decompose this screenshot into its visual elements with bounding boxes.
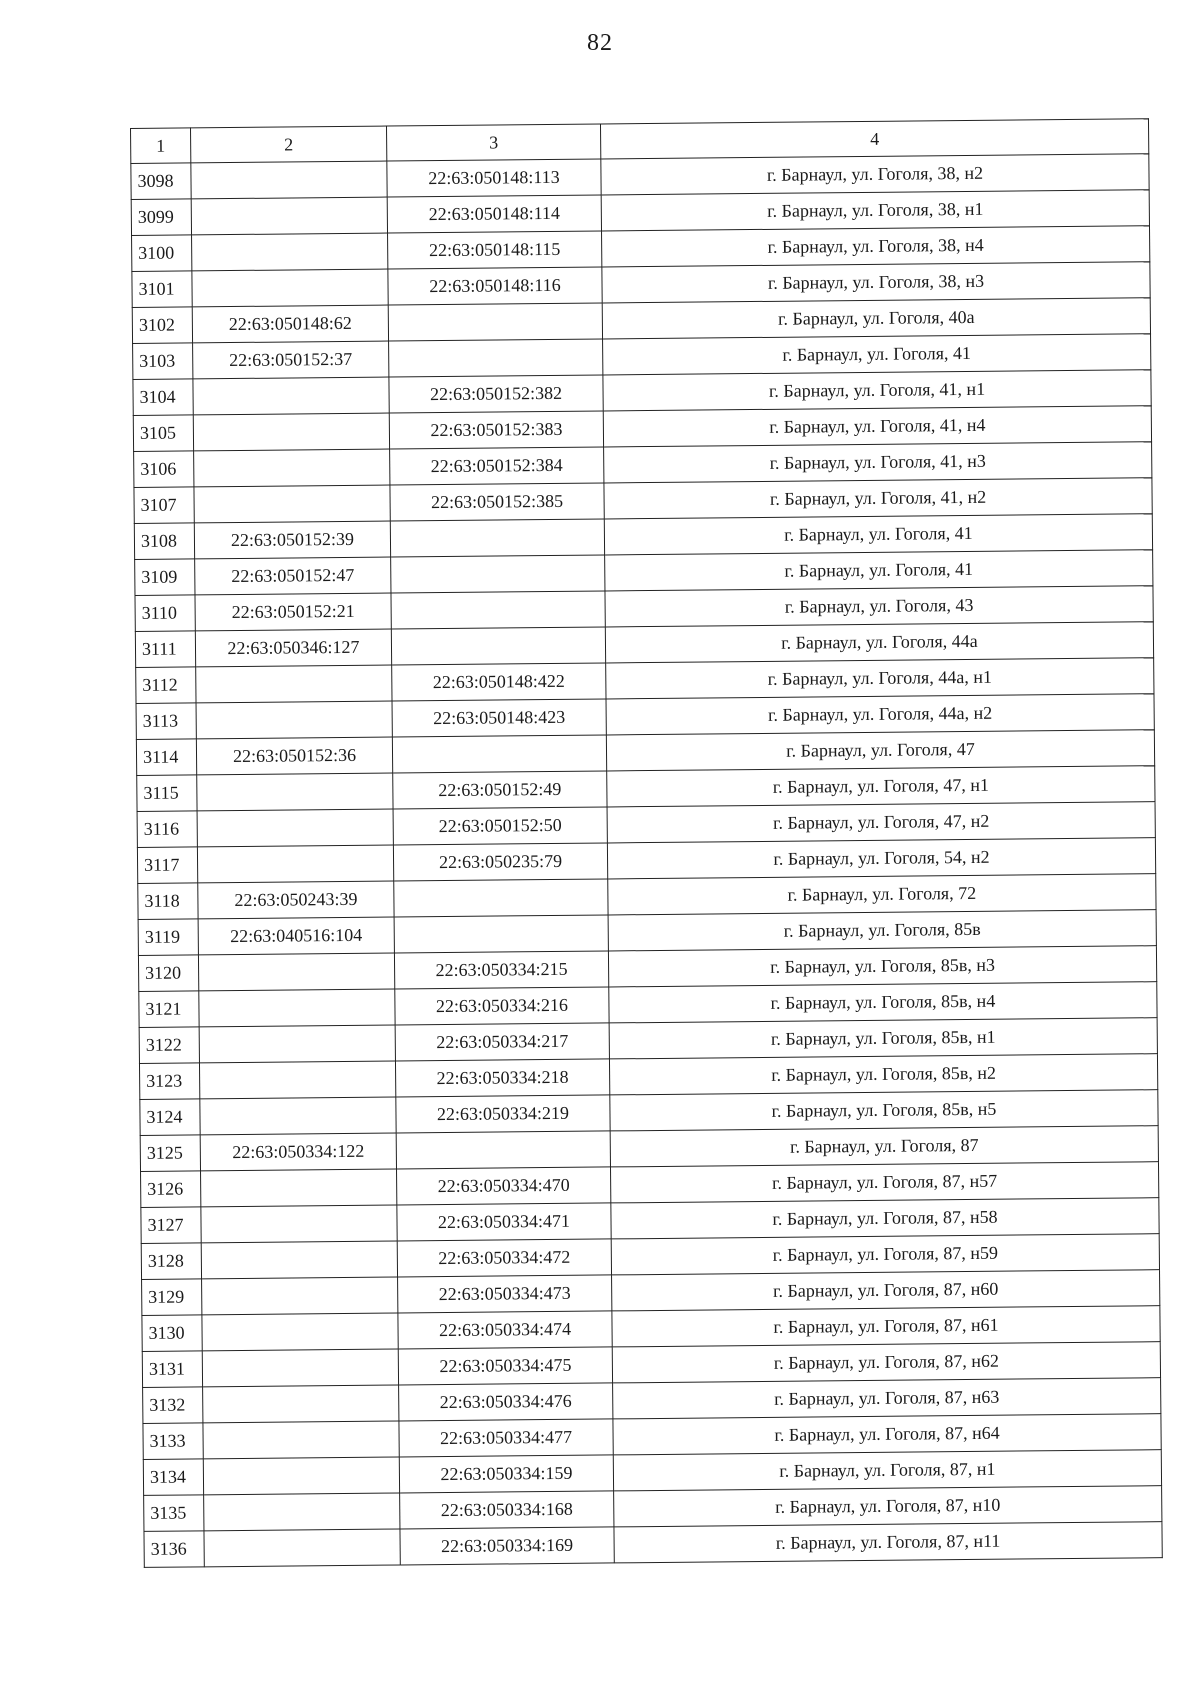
land-cadastral-cell (193, 377, 389, 415)
row-number-cell: 3112 (136, 667, 196, 704)
row-number-cell: 3101 (132, 271, 192, 308)
land-cadastral-cell (197, 809, 393, 847)
land-cadastral-cell (203, 1457, 399, 1495)
address-cell: г. Барнаул, ул. Гоголя, 38, н2 (601, 154, 1149, 195)
address-cell: г. Барнаул, ул. Гоголя, 38, н3 (602, 262, 1150, 303)
address-cell: г. Барнаул, ул. Гоголя, 72 (608, 874, 1156, 915)
address-cell: г. Барнаул, ул. Гоголя, 38, н1 (601, 190, 1149, 231)
row-number-cell: 3130 (142, 1315, 202, 1352)
land-cadastral-cell: 22:63:050152:21 (195, 593, 391, 631)
table-body (131, 154, 1162, 1568)
land-cadastral-cell: 22:63:050152:47 (195, 557, 391, 595)
building-cadastral-cell: 22:63:050152:50 (393, 807, 607, 845)
row-number-cell: 3108 (134, 523, 194, 560)
row-number-cell: 3107 (134, 487, 194, 524)
address-cell: г. Барнаул, ул. Гоголя, 87, н62 (612, 1342, 1160, 1383)
building-cadastral-cell: 22:63:050334:169 (400, 1527, 614, 1565)
address-cell: г. Барнаул, ул. Гоголя, 87 (610, 1126, 1158, 1167)
land-cadastral-cell (199, 989, 395, 1027)
land-cadastral-cell (200, 1097, 396, 1135)
building-cadastral-cell: 22:63:050152:382 (389, 375, 603, 413)
address-cell: г. Барнаул, ул. Гоголя, 44а (605, 622, 1153, 663)
building-cadastral-cell: 22:63:050334:216 (395, 987, 609, 1025)
registry-table (130, 118, 1163, 1568)
address-cell: г. Барнаул, ул. Гоголя, 85в, н5 (610, 1090, 1158, 1131)
building-cadastral-cell: 22:63:050334:475 (398, 1347, 612, 1385)
building-cadastral-cell (391, 591, 605, 629)
address-cell: г. Барнаул, ул. Гоголя, 87, н61 (612, 1306, 1160, 1347)
address-cell: г. Барнаул, ул. Гоголя, 87, н11 (614, 1522, 1162, 1563)
row-number-cell: 3124 (140, 1099, 200, 1136)
land-cadastral-cell (192, 269, 388, 307)
land-cadastral-cell (201, 1241, 397, 1279)
row-number-cell: 3114 (136, 739, 196, 776)
address-cell: г. Барнаул, ул. Гоголя, 43 (605, 586, 1153, 627)
building-cadastral-cell: 22:63:050148:422 (392, 663, 606, 701)
building-cadastral-cell (394, 915, 608, 953)
land-cadastral-cell: 22:63:050346:127 (195, 629, 391, 667)
row-number-cell: 3099 (131, 199, 191, 236)
building-cadastral-cell: 22:63:050334:476 (399, 1383, 613, 1421)
land-cadastral-cell (202, 1349, 398, 1387)
land-cadastral-cell: 22:63:050152:37 (193, 341, 389, 379)
address-cell: г. Барнаул, ул. Гоголя, 85в, н3 (608, 946, 1156, 987)
land-cadastral-cell (204, 1529, 400, 1567)
address-cell: г. Барнаул, ул. Гоголя, 47 (606, 730, 1154, 771)
address-cell: г. Барнаул, ул. Гоголя, 87, н58 (611, 1198, 1159, 1239)
land-cadastral-cell (197, 773, 393, 811)
land-cadastral-cell (194, 449, 390, 487)
row-number-cell: 3111 (135, 631, 195, 668)
row-number-cell: 3135 (144, 1495, 204, 1532)
land-cadastral-cell (202, 1313, 398, 1351)
header-col-2: 2 (191, 126, 387, 163)
row-number-cell: 3133 (143, 1423, 203, 1460)
address-cell: г. Барнаул, ул. Гоголя, 41 (605, 550, 1153, 591)
row-number-cell: 3116 (137, 811, 197, 848)
row-number-cell: 3098 (131, 163, 191, 200)
building-cadastral-cell: 22:63:050334:219 (396, 1095, 610, 1133)
row-number-cell: 3131 (142, 1351, 202, 1388)
building-cadastral-cell: 22:63:050152:384 (390, 447, 604, 485)
address-cell: г. Барнаул, ул. Гоголя, 87, н63 (613, 1378, 1161, 1419)
building-cadastral-cell: 22:63:050334:168 (400, 1491, 614, 1529)
row-number-cell: 3134 (143, 1459, 203, 1496)
building-cadastral-cell: 22:63:050334:474 (398, 1311, 612, 1349)
address-cell: г. Барнаул, ул. Гоголя, 85в, н1 (609, 1018, 1157, 1059)
row-number-cell: 3113 (136, 703, 196, 740)
address-cell: г. Барнаул, ул. Гоголя, 87, н10 (614, 1486, 1162, 1527)
row-number-cell: 3120 (138, 955, 198, 992)
building-cadastral-cell: 22:63:050334:473 (398, 1275, 612, 1313)
land-cadastral-cell (194, 485, 390, 523)
address-cell: г. Барнаул, ул. Гоголя, 87, н1 (613, 1450, 1161, 1491)
address-cell: г. Барнаул, ул. Гоголя, 85в, н4 (609, 982, 1157, 1023)
row-number-cell: 3123 (139, 1063, 199, 1100)
land-cadastral-cell: 22:63:050148:62 (192, 305, 388, 343)
land-cadastral-cell (191, 161, 387, 199)
building-cadastral-cell (396, 1131, 610, 1169)
land-cadastral-cell (192, 233, 388, 271)
land-cadastral-cell (199, 1061, 395, 1099)
land-cadastral-cell: 22:63:050152:36 (196, 737, 392, 775)
page-number: 82 (587, 30, 613, 56)
land-cadastral-cell (202, 1277, 398, 1315)
address-cell: г. Барнаул, ул. Гоголя, 41, н3 (604, 442, 1152, 483)
header-col-4: 4 (600, 119, 1148, 159)
header-col-1: 1 (131, 128, 191, 164)
row-number-cell: 3128 (141, 1243, 201, 1280)
header-col-3: 3 (386, 124, 600, 161)
row-number-cell: 3117 (137, 847, 197, 884)
address-cell: г. Барнаул, ул. Гоголя, 47, н2 (607, 802, 1155, 843)
building-cadastral-cell: 22:63:050235:79 (393, 843, 607, 881)
building-cadastral-cell: 22:63:050334:470 (397, 1167, 611, 1205)
building-cadastral-cell (391, 627, 605, 665)
address-cell: г. Барнаул, ул. Гоголя, 41 (604, 514, 1152, 555)
address-cell: г. Барнаул, ул. Гоголя, 38, н4 (602, 226, 1150, 267)
building-cadastral-cell: 22:63:050334:477 (399, 1419, 613, 1457)
address-cell: г. Барнаул, ул. Гоголя, 85в, н2 (609, 1054, 1157, 1095)
land-cadastral-cell: 22:63:040516:104 (198, 917, 394, 955)
address-cell: г. Барнаул, ул. Гоголя, 41, н2 (604, 478, 1152, 519)
row-number-cell: 3110 (135, 595, 195, 632)
building-cadastral-cell: 22:63:050148:423 (392, 699, 606, 737)
address-cell: г. Барнаул, ул. Гоголя, 40а (602, 298, 1150, 339)
address-cell: г. Барнаул, ул. Гоголя, 47, н1 (607, 766, 1155, 807)
building-cadastral-cell: 22:63:050334:472 (397, 1239, 611, 1277)
row-number-cell: 3125 (140, 1135, 200, 1172)
address-cell: г. Барнаул, ул. Гоголя, 44а, н1 (606, 658, 1154, 699)
land-cadastral-cell (203, 1385, 399, 1423)
land-cadastral-cell (196, 701, 392, 739)
building-cadastral-cell: 22:63:050152:49 (393, 771, 607, 809)
building-cadastral-cell (389, 339, 603, 377)
building-cadastral-cell (390, 519, 604, 557)
address-cell: г. Барнаул, ул. Гоголя, 41, н4 (603, 406, 1151, 447)
land-cadastral-cell (199, 1025, 395, 1063)
building-cadastral-cell: 22:63:050148:116 (388, 267, 602, 305)
land-cadastral-cell (201, 1169, 397, 1207)
building-cadastral-cell: 22:63:050148:115 (388, 231, 602, 269)
address-cell: г. Барнаул, ул. Гоголя, 87, н60 (612, 1270, 1160, 1311)
row-number-cell: 3118 (138, 883, 198, 920)
building-cadastral-cell: 22:63:050334:215 (394, 951, 608, 989)
row-number-cell: 3102 (132, 307, 192, 344)
land-cadastral-cell: 22:63:050152:39 (194, 521, 390, 559)
row-number-cell: 3129 (142, 1279, 202, 1316)
building-cadastral-cell: 22:63:050148:114 (387, 195, 601, 233)
building-cadastral-cell (394, 879, 608, 917)
building-cadastral-cell: 22:63:050152:383 (389, 411, 603, 449)
address-cell: г. Барнаул, ул. Гоголя, 41, н1 (603, 370, 1151, 411)
row-number-cell: 3119 (138, 919, 198, 956)
row-number-cell: 3126 (141, 1171, 201, 1208)
row-number-cell: 3106 (134, 451, 194, 488)
address-cell: г. Барнаул, ул. Гоголя, 54, н2 (607, 838, 1155, 879)
building-cadastral-cell: 22:63:050334:218 (395, 1059, 609, 1097)
row-number-cell: 3103 (133, 343, 193, 380)
building-cadastral-cell: 22:63:050148:113 (387, 159, 601, 197)
building-cadastral-cell: 22:63:050152:385 (390, 483, 604, 521)
row-number-cell: 3121 (139, 991, 199, 1028)
row-number-cell: 3132 (143, 1387, 203, 1424)
land-cadastral-cell (196, 665, 392, 703)
land-cadastral-cell (201, 1205, 397, 1243)
building-cadastral-cell (388, 303, 602, 341)
row-number-cell: 3109 (135, 559, 195, 596)
land-cadastral-cell: 22:63:050243:39 (198, 881, 394, 919)
row-number-cell: 3100 (132, 235, 192, 272)
land-cadastral-cell (203, 1421, 399, 1459)
registry-table-container (130, 118, 1162, 1568)
address-cell: г. Барнаул, ул. Гоголя, 85в (608, 910, 1156, 951)
land-cadastral-cell (191, 197, 387, 235)
row-number-cell: 3115 (137, 775, 197, 812)
building-cadastral-cell: 22:63:050334:471 (397, 1203, 611, 1241)
building-cadastral-cell (391, 555, 605, 593)
land-cadastral-cell (198, 953, 394, 991)
building-cadastral-cell (392, 735, 606, 773)
building-cadastral-cell: 22:63:050334:159 (399, 1455, 613, 1493)
address-cell: г. Барнаул, ул. Гоголя, 41 (603, 334, 1151, 375)
building-cadastral-cell: 22:63:050334:217 (395, 1023, 609, 1061)
address-cell: г. Барнаул, ул. Гоголя, 87, н64 (613, 1414, 1161, 1455)
row-number-cell: 3127 (141, 1207, 201, 1244)
address-cell: г. Барнаул, ул. Гоголя, 44а, н2 (606, 694, 1154, 735)
land-cadastral-cell (197, 845, 393, 883)
address-cell: г. Барнаул, ул. Гоголя, 87, н57 (610, 1162, 1158, 1203)
row-number-cell: 3136 (144, 1531, 204, 1568)
row-number-cell: 3122 (139, 1027, 199, 1064)
land-cadastral-cell (193, 413, 389, 451)
land-cadastral-cell: 22:63:050334:122 (200, 1133, 396, 1171)
address-cell: г. Барнаул, ул. Гоголя, 87, н59 (611, 1234, 1159, 1275)
land-cadastral-cell (204, 1493, 400, 1531)
row-number-cell: 3105 (133, 415, 193, 452)
row-number-cell: 3104 (133, 379, 193, 416)
